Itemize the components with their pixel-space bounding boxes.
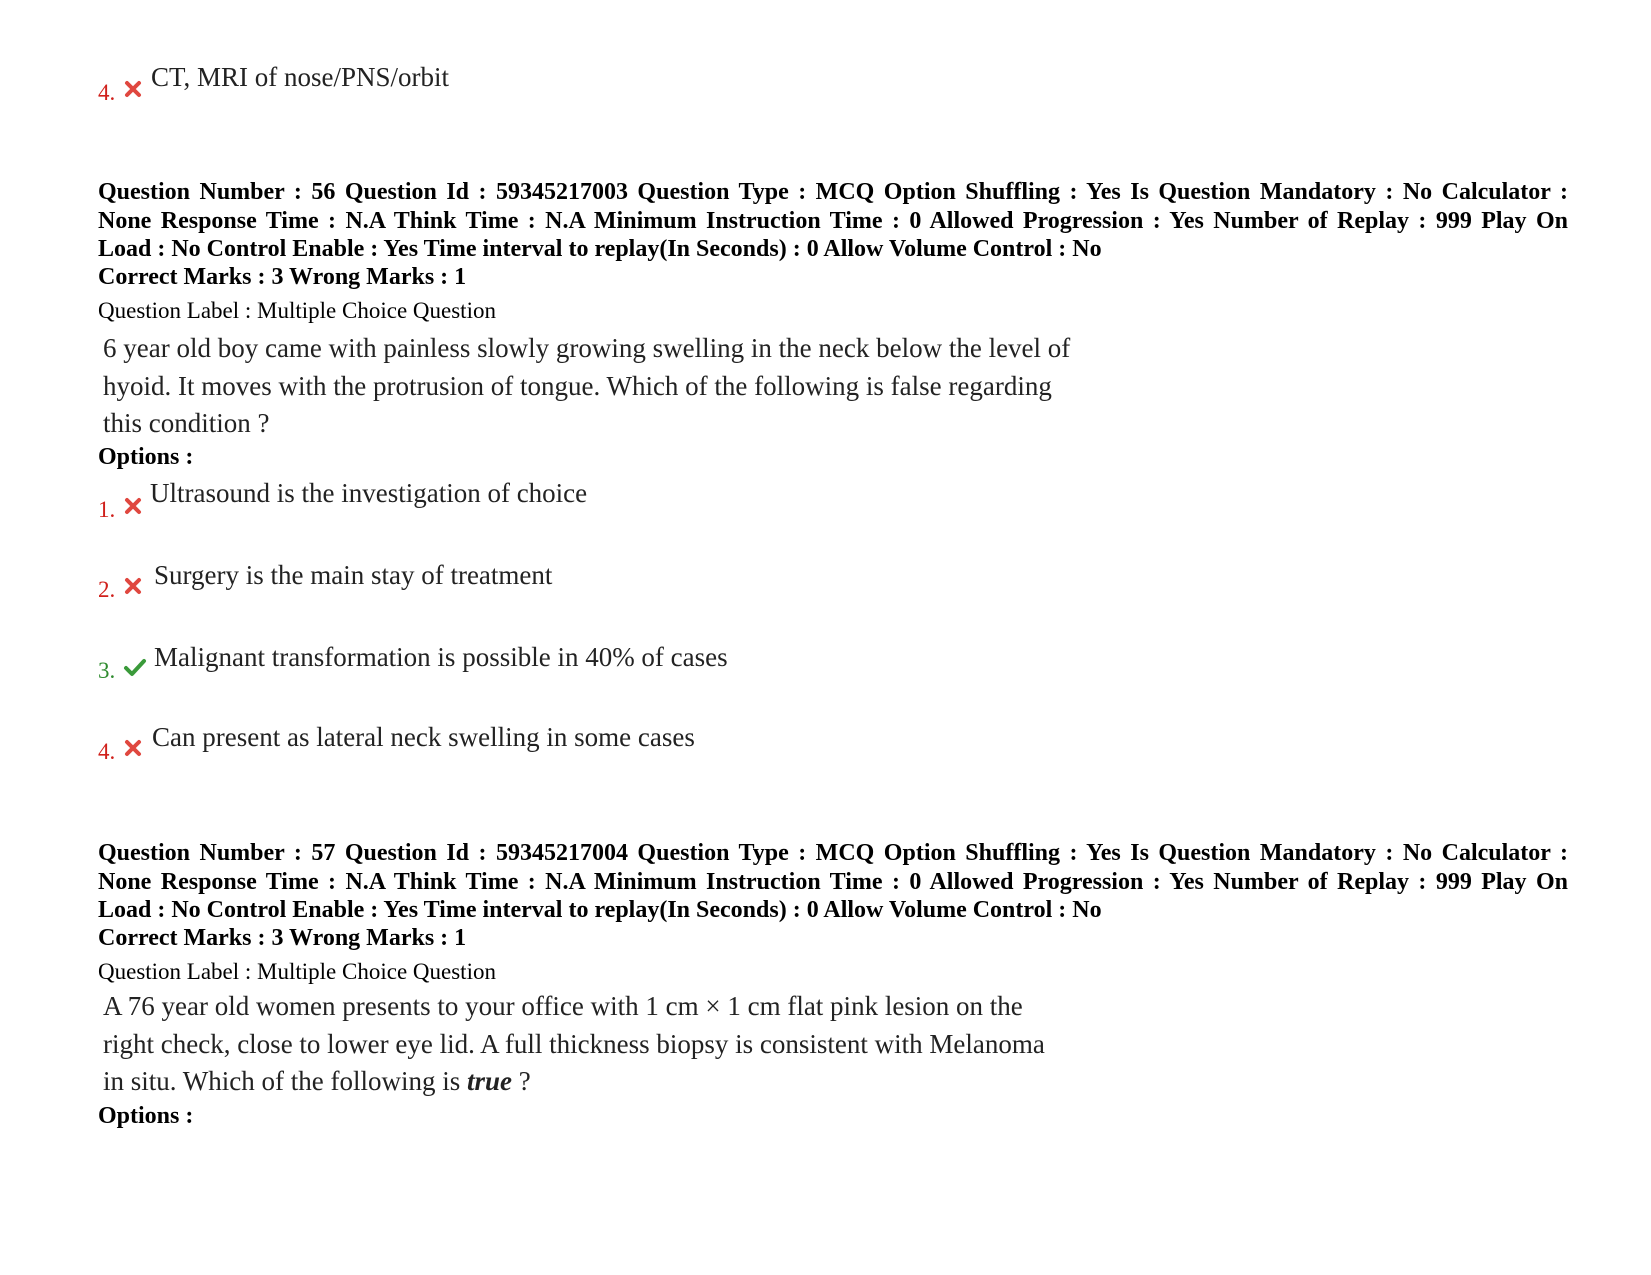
option-number: 4. xyxy=(98,80,116,105)
question-label: Question Label : Multiple Choice Question xyxy=(98,298,496,323)
options-heading: Options : xyxy=(98,444,194,470)
marks-line: Correct Marks : 3 Wrong Marks : 1 xyxy=(98,264,467,290)
question-text xyxy=(103,988,1113,1101)
question-text-line: right check, close to lower eye lid. A full thickness biopsy is consistent with Melanoma xyxy=(103,1028,1045,1059)
option-text: Ultrasound is the investigation of choice xyxy=(150,478,588,508)
question-emphasis: true xyxy=(466,1066,512,1096)
question-text-line: A 76 year old women presents to your office with 1 cm × 1 cm flat pink lesion on the xyxy=(103,991,1023,1021)
meta-line: Load : No Control Enable : Yes Time interval to replay(In Seconds) : 0 Allow Volume Control : No xyxy=(98,236,1102,262)
question-label: Question Label : Multiple Choice Question xyxy=(98,959,496,984)
marks-line: Correct Marks : 3 Wrong Marks : 1 xyxy=(98,925,467,951)
question-text-line: 6 year old boy came with painless slowly growing swelling in the neck below the level of xyxy=(103,333,1071,363)
option-text: CT, MRI of nose/PNS/orbit xyxy=(151,62,450,92)
meta-line: Question Number : 57 Question Id : 59345217004 Question Type : MCQ Option Shuffling : Yes Is Question Mandatory : No Calculator : xyxy=(98,840,1568,866)
question-text xyxy=(103,330,1113,443)
question-text-line xyxy=(103,1063,1113,1101)
check-icon xyxy=(123,657,147,677)
cross-icon xyxy=(123,79,143,99)
option-number: 4. xyxy=(98,739,116,764)
cross-icon xyxy=(123,576,143,596)
meta-line: None Response Time : N.A Think Time : N.A Minimum Instruction Time : 0 Allowed Progression : Yes Number of Replay : 999 Play On xyxy=(98,868,1568,895)
meta-line: Question Number : 56 Question Id : 59345217003 Question Type : MCQ Option Shuffling : Yes Is Question Mandatory : No Calculator : xyxy=(98,179,1568,205)
question-meta xyxy=(98,178,1568,264)
question-text-fragment: in situ. Which of the following is xyxy=(103,1066,461,1096)
options-heading: Options : xyxy=(98,1103,194,1129)
question-text-line: hyoid. It moves with the protrusion of tongue. Which of the following is false regarding xyxy=(103,370,1052,401)
cross-icon xyxy=(123,738,143,758)
question-text-fragment: ? xyxy=(512,1066,531,1096)
option-text: Surgery is the main stay of treatment xyxy=(154,560,553,590)
option-text: Malignant transformation is possible in 40% of cases xyxy=(154,642,728,672)
question-meta xyxy=(98,839,1568,925)
option-text: Can present as lateral neck swelling in some cases xyxy=(152,722,695,752)
option-number: 1. xyxy=(98,497,116,522)
meta-line: Load : No Control Enable : Yes Time interval to replay(In Seconds) : 0 Allow Volume Control : No xyxy=(98,897,1102,923)
cross-icon xyxy=(123,496,143,516)
option-number: 3. xyxy=(98,658,116,683)
meta-line: None Response Time : N.A Think Time : N.A Minimum Instruction Time : 0 Allowed Progression : Yes Number of Replay : 999 Play On xyxy=(98,207,1568,234)
option-number: 2. xyxy=(98,577,116,602)
question-text-line: this condition ? xyxy=(103,408,270,438)
